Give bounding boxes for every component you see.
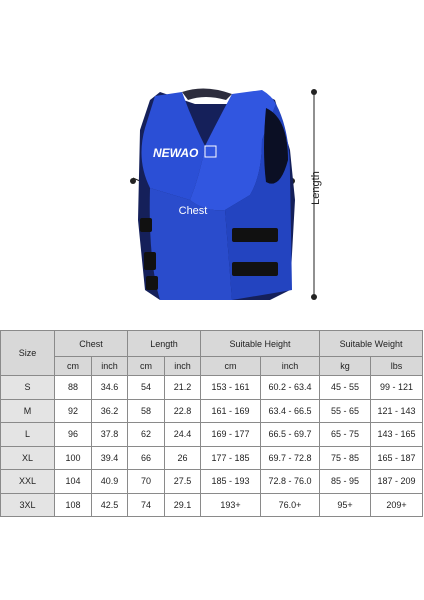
table-cell: 74 — [128, 493, 165, 517]
table-cell: 100 — [55, 446, 92, 470]
unit-header: cm — [55, 357, 92, 376]
table-cell: 165 - 187 — [371, 446, 423, 470]
table-cell: 185 - 193 — [201, 470, 261, 494]
table-cell: 143 - 165 — [371, 423, 423, 447]
table-cell: 85 - 95 — [320, 470, 371, 494]
table-cell: 92 — [55, 399, 92, 423]
table-cell: 26 — [165, 446, 201, 470]
table-cell: 70 — [128, 470, 165, 494]
unit-header: cm — [201, 357, 261, 376]
size-cell: M — [1, 399, 55, 423]
table-cell: 95+ — [320, 493, 371, 517]
unit-header: inch — [261, 357, 320, 376]
table-row — [1, 493, 423, 517]
table-cell: 75 - 85 — [320, 446, 371, 470]
table-cell: 169 - 177 — [201, 423, 261, 447]
size-cell: 3XL — [1, 493, 55, 517]
table-cell: 27.5 — [165, 470, 201, 494]
group-header-length: Length — [128, 331, 201, 357]
chest-label: Chest — [178, 205, 208, 217]
vest-collar — [182, 88, 232, 100]
table-cell: 54 — [128, 376, 165, 400]
unit-header: kg — [320, 357, 371, 376]
unit-header: cm — [128, 357, 165, 376]
table-cell: 104 — [55, 470, 92, 494]
table-cell: 99 - 121 — [371, 376, 423, 400]
table-cell: 22.8 — [165, 399, 201, 423]
table-row — [1, 423, 423, 447]
table-cell: 72.8 - 76.0 — [261, 470, 320, 494]
table-cell: 42.5 — [92, 493, 128, 517]
table-cell: 45 - 55 — [320, 376, 371, 400]
table-cell: 65 - 75 — [320, 423, 371, 447]
table-cell: 34.6 — [92, 376, 128, 400]
table-cell: 62 — [128, 423, 165, 447]
group-header-chest: Chest — [55, 331, 128, 357]
table-cell: 121 - 143 — [371, 399, 423, 423]
table-cell: 96 — [55, 423, 92, 447]
table-row — [1, 470, 423, 494]
size-cell: S — [1, 376, 55, 400]
table-cell: 193+ — [201, 493, 261, 517]
size-header: Size — [1, 331, 55, 376]
table-cell: 60.2 - 63.4 — [261, 376, 320, 400]
buckle-lower — [146, 276, 158, 290]
length-top-dot — [311, 89, 317, 95]
strap-upper — [232, 228, 278, 242]
table-cell: 40.9 — [92, 470, 128, 494]
table-cell: 39.4 — [92, 446, 128, 470]
length-bottom-dot — [311, 294, 317, 300]
unit-header: inch — [92, 357, 128, 376]
table-cell: 58 — [128, 399, 165, 423]
table-cell: 108 — [55, 493, 92, 517]
table-cell: 209+ — [371, 493, 423, 517]
table-cell: 24.4 — [165, 423, 201, 447]
table-cell: 88 — [55, 376, 92, 400]
unit-header: inch — [165, 357, 201, 376]
table-cell: 161 - 169 — [201, 399, 261, 423]
table-cell: 66.5 - 69.7 — [261, 423, 320, 447]
table-cell: 63.4 - 66.5 — [261, 399, 320, 423]
table-row — [1, 376, 423, 400]
table-cell: 36.2 — [92, 399, 128, 423]
strap-lower — [232, 262, 278, 276]
table-cell: 29.1 — [165, 493, 201, 517]
table-cell: 55 - 65 — [320, 399, 371, 423]
table-cell: 76.0+ — [261, 493, 320, 517]
group-header-weight: Suitable Weight — [320, 331, 423, 357]
size-cell: L — [1, 423, 55, 447]
table-cell: 153 - 161 — [201, 376, 261, 400]
size-cell: XXL — [1, 470, 55, 494]
length-label: Length — [310, 171, 322, 205]
table-cell: 187 - 209 — [371, 470, 423, 494]
group-header-height: Suitable Height — [201, 331, 320, 357]
table-row — [1, 446, 423, 470]
buckle-middle — [144, 252, 156, 270]
chest-left-dot — [130, 178, 136, 184]
size-chart-table — [0, 330, 423, 517]
table-cell: 37.8 — [92, 423, 128, 447]
table-cell: 177 - 185 — [201, 446, 261, 470]
table-cell: 21.2 — [165, 376, 201, 400]
brand-logo: NEWAO — [153, 146, 199, 160]
table-cell: 69.7 - 72.8 — [261, 446, 320, 470]
table-cell: 66 — [128, 446, 165, 470]
unit-header: lbs — [371, 357, 423, 376]
buckle-upper — [140, 218, 152, 232]
size-cell: XL — [1, 446, 55, 470]
table-row — [1, 399, 423, 423]
